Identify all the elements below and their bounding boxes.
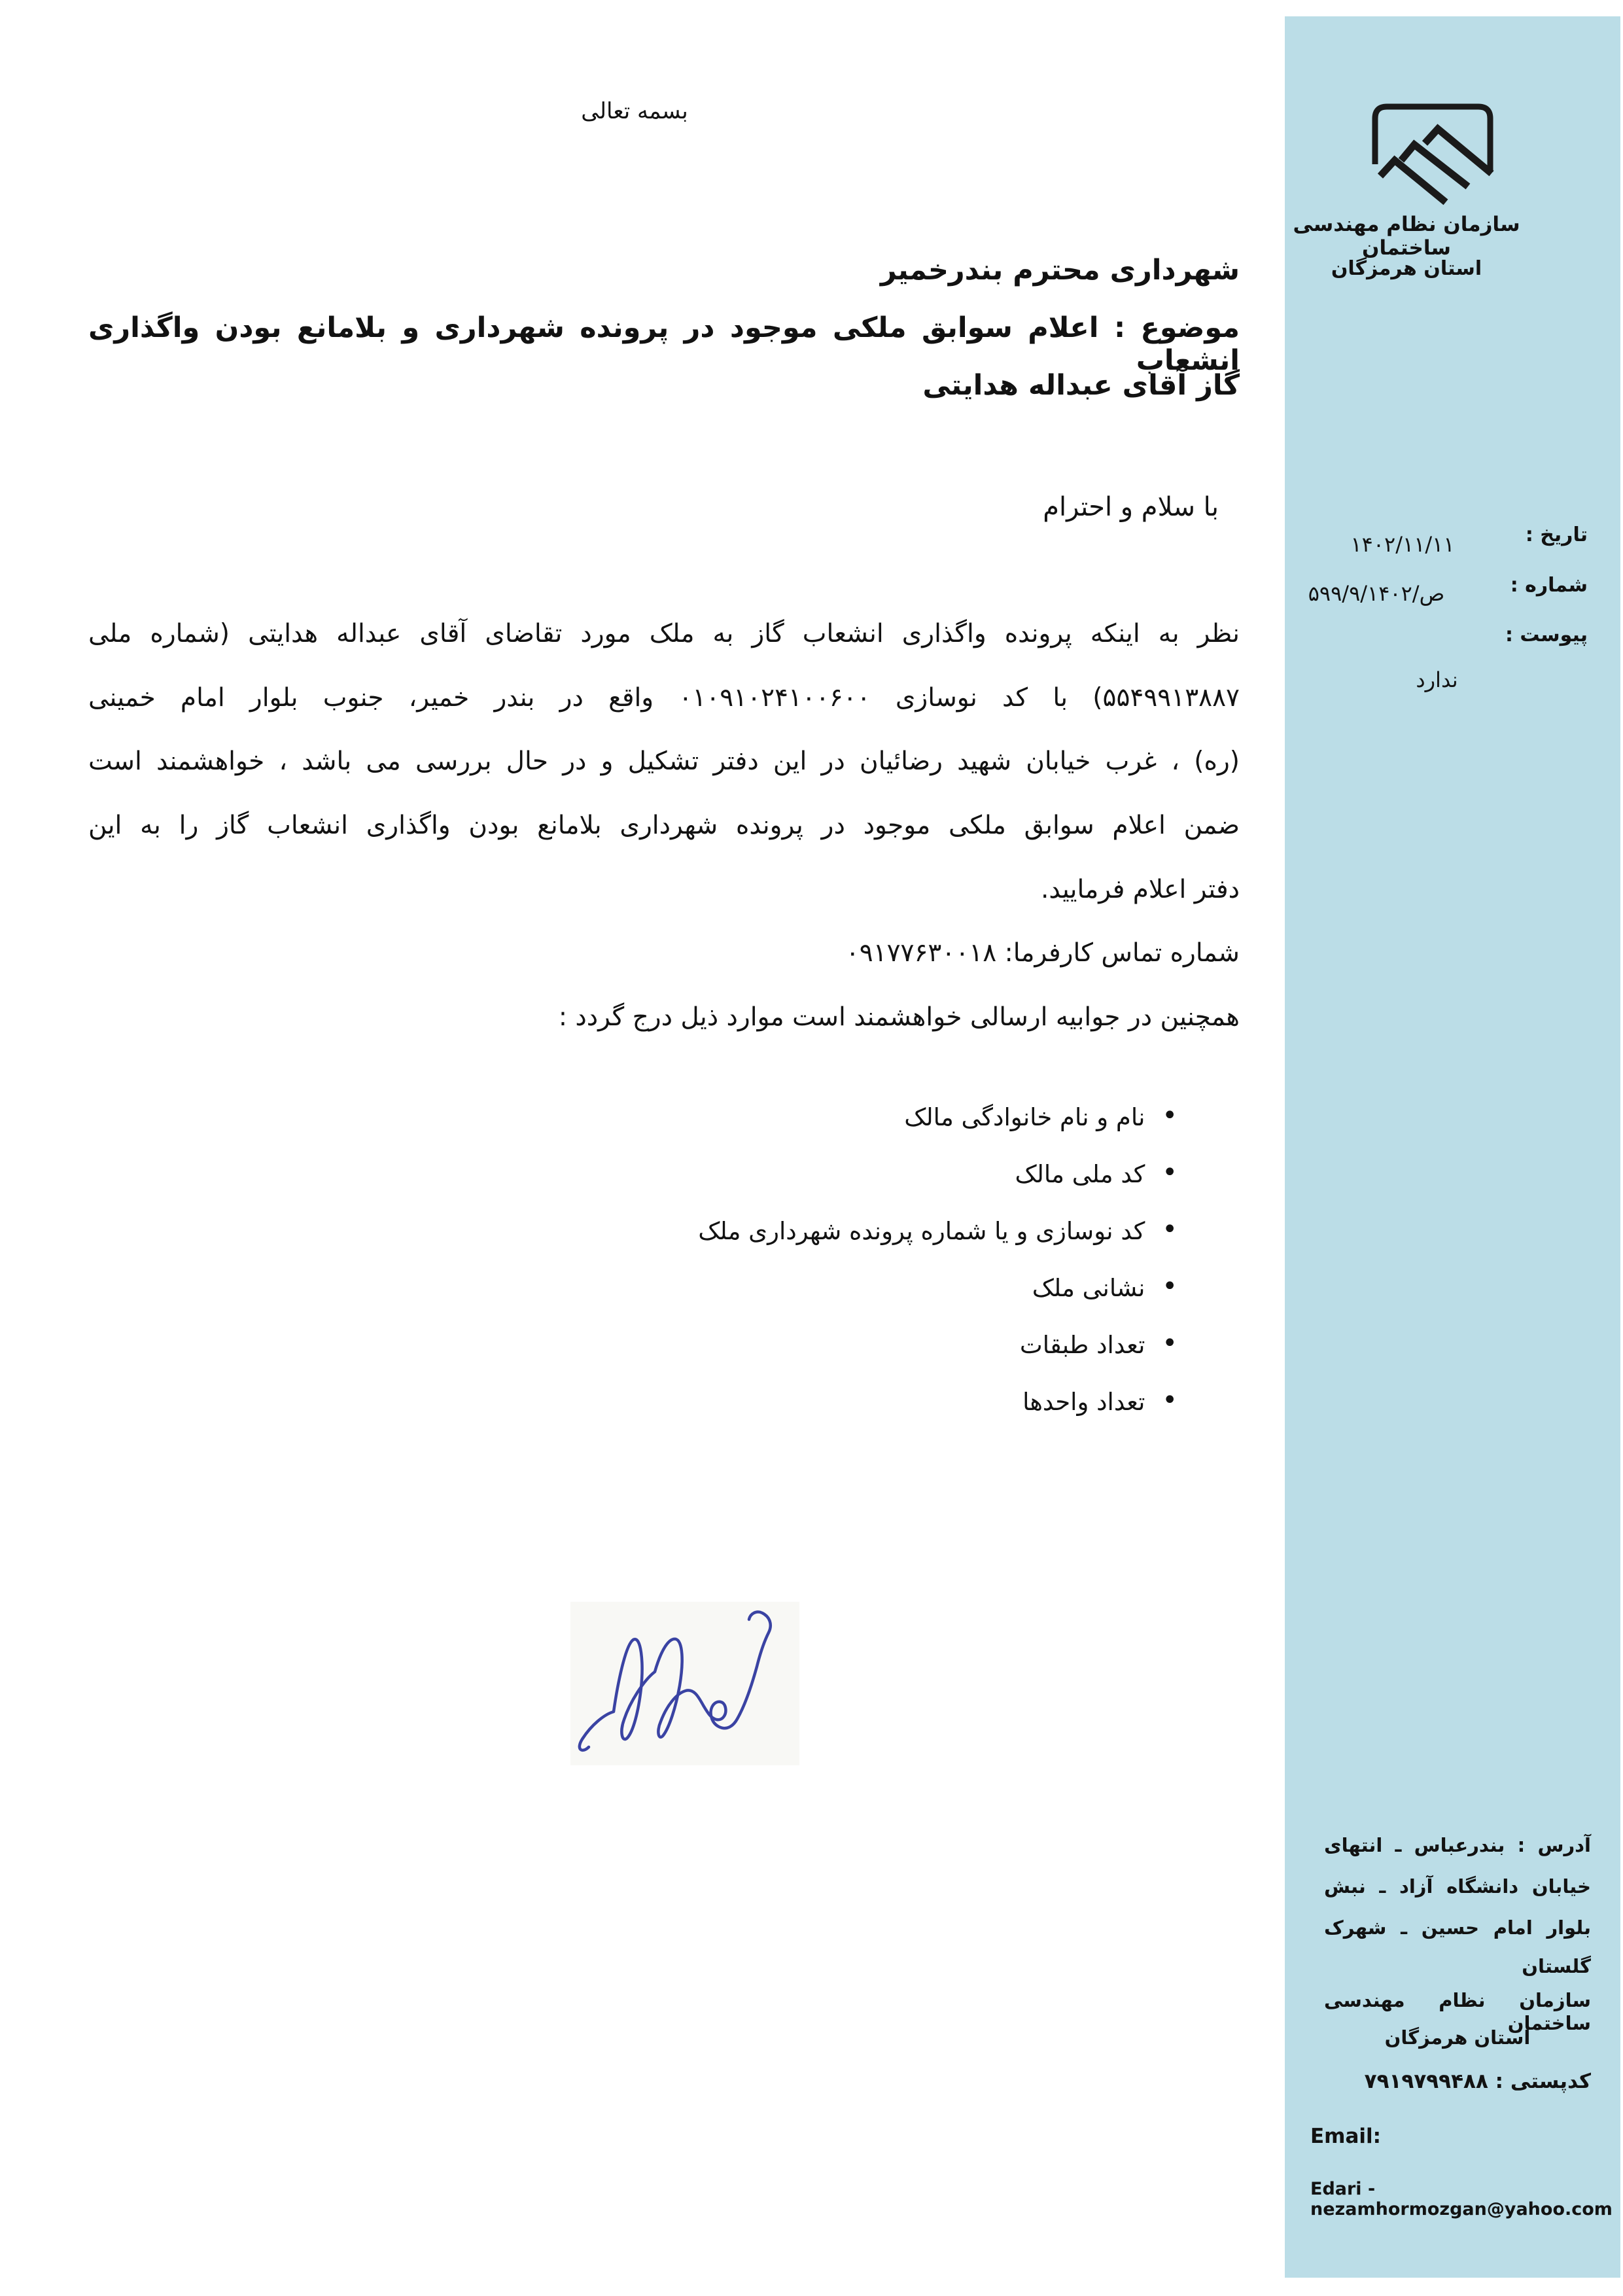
- list-item: • نام و نام خانوادگی مالک: [393, 1088, 1178, 1145]
- footer-address-line: خیابان دانشگاه آزاد ـ نبش: [1324, 1875, 1591, 1898]
- body-line: دفتر اعلام فرمایید.: [1040, 875, 1240, 904]
- footer-address-line: آدرس : بندرعباس ـ انتهای: [1324, 1834, 1591, 1856]
- handwritten-signature-icon: [570, 1602, 799, 1765]
- request-line: همچنین در جوابیه ارسالی خواهشمند است موارد ذیل درج گردد :: [558, 1002, 1240, 1032]
- body-line: نظر به اینکه پرونده واگذاری انشعاب گاز به ملک مورد تقاضای آقای عبداله هدایتی (شماره ملی: [88, 619, 1240, 648]
- email-address: Edari - nezamhormozgan@yahoo.com: [1310, 2179, 1613, 2219]
- organization-logo-icon: [1369, 100, 1497, 209]
- body-line: (ره) ، غرب خیابان شهید رضائیان در این دفتر تشکیل و در حال بررسی می باشد ، خواهشمند است: [88, 747, 1240, 776]
- email-label: Email:: [1310, 2125, 1382, 2148]
- org-name-line-2: استان هرمزگان: [1331, 257, 1482, 280]
- list-item: • تعداد واحدها: [393, 1373, 1178, 1430]
- footer-org-line: سازمان نظام مهندسی ساختمان: [1324, 1989, 1591, 2034]
- signature-image: [570, 1602, 799, 1765]
- attachment-label: پیوست :: [1505, 624, 1588, 646]
- footer-org-line: استان هرمزگان: [1384, 2026, 1531, 2049]
- list-item: • نشانی ملک: [393, 1259, 1178, 1316]
- list-item: • تعداد طبقات: [393, 1316, 1178, 1373]
- employer-phone-line: شماره تماس کارفرما: ۰۹۱۷۷۶۳۰۰۱۸: [845, 938, 1240, 968]
- date-value: ۱۴۰۲/۱۱/۱۱: [1350, 532, 1455, 557]
- body-line: ۵۵۴۹۹۱۳۸۸۷) با کد نوسازی ۰۱۰۹۱۰۲۴۱۰۰۶۰۰ واقع در بندر خمیر، جنوب بلوار امام خمینی: [88, 683, 1240, 713]
- list-item: • کد نوسازی و یا شماره پرونده شهرداری ملک: [393, 1202, 1178, 1259]
- required-items-list: [393, 1088, 1178, 1430]
- body-line: ضمن اعلام سوابق ملکی موجود در پرونده شهرداری بلامانع بودن واگذاری انشعاب گاز را به این: [88, 811, 1240, 840]
- bismillah-text: بسمه تعالی: [581, 98, 688, 124]
- number-value: ص/۵۹۹/۹/۱۴۰۲: [1308, 581, 1445, 606]
- footer-address-line: گلستان: [1522, 1955, 1591, 1977]
- salutation-line: با سلام و احترام: [1043, 492, 1219, 522]
- attachment-value: ندارد: [1416, 667, 1458, 692]
- number-label: شماره :: [1510, 574, 1588, 597]
- footer-address-line: بلوار امام حسین ـ شهرک: [1324, 1916, 1591, 1939]
- postal-code-line: کدپستی : ۷۹۱۹۷۹۹۴۸۸: [1364, 2070, 1591, 2093]
- subject-line-2: گاز آقای عبداله هدایتی: [922, 369, 1240, 402]
- list-item: • کد ملی مالک: [393, 1145, 1178, 1202]
- recipient-line: شهرداری محترم بندرخمیر: [880, 254, 1240, 287]
- date-label: تاریخ :: [1525, 523, 1588, 546]
- letterhead-sidebar: [1285, 16, 1620, 2278]
- subject-line-1: موضوع : اعلام سوابق ملکی موجود در پرونده شهرداری و بلامانع بودن واگذاری انشعاب: [88, 311, 1240, 377]
- org-name-line-1: سازمان نظام مهندسی ساختمان: [1293, 213, 1520, 260]
